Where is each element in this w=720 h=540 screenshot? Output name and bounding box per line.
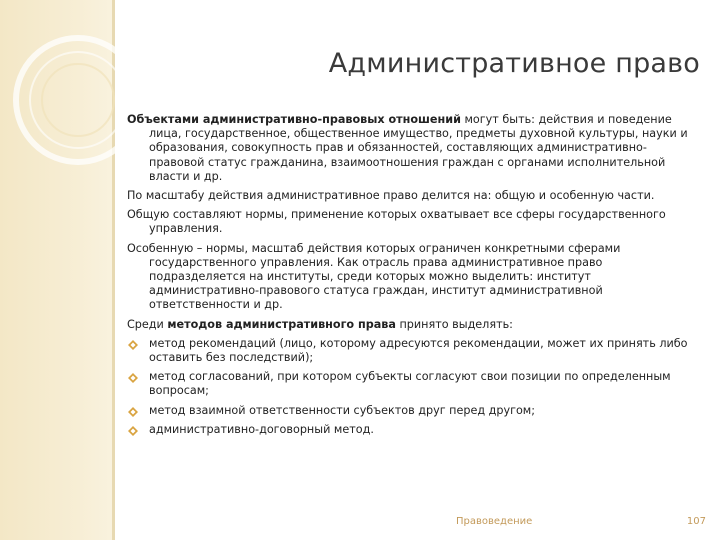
list-item-text: административно-договорный метод. xyxy=(149,422,374,436)
bullet-icon xyxy=(127,425,139,437)
paragraph-methods-intro xyxy=(127,318,702,332)
bullet-icon xyxy=(127,372,139,384)
methods-prefix: Среди xyxy=(127,317,168,331)
objects-term: Объектами административно-правовых отношений xyxy=(127,113,461,126)
list-item-text: метод согласований, при котором субъекты согласуют свои позиции по определенным вопросам; xyxy=(149,370,671,398)
objects-text: могут быть: действия и поведение лица, государственное, общественное имущество, предметы духовной культуры, науки и образования, совокупность прав и обязанностей, составляющих административно-правовой статус гражданина, взаимоотношения граждан с органами исполнительной власти и др. xyxy=(149,113,688,183)
methods-suffix: принято выделять: xyxy=(395,317,513,331)
list-item-text: метод взаимной ответственности субъектов друг перед другом; xyxy=(149,403,536,417)
methods-list xyxy=(127,337,702,437)
list-item xyxy=(127,404,702,418)
paragraph-special-part: Особенную – нормы, масштаб действия которых ограничен конкретными сферами государственного управления. Как отрасль права административное право подразделяется на институты, среди которых можно выделить: институт административно-правового статуса граждан, институт административной ответственности и др. xyxy=(127,241,621,312)
footer-label: Правоведение xyxy=(456,516,533,527)
slide-title: Административное право xyxy=(328,48,700,79)
paragraph-objects xyxy=(127,113,702,184)
slide-body xyxy=(127,113,702,442)
list-item xyxy=(127,337,702,365)
paragraph-general-part: Общую составляют нормы, применение которых охватывает все сферы государственного управления. xyxy=(127,208,666,236)
methods-term: методов административного права xyxy=(167,317,396,331)
page-number: 107 xyxy=(686,516,706,527)
list-item-text: метод рекомендаций (лицо, которому адресуются рекомендации, может их принять либо оставить без последствий); xyxy=(149,336,688,365)
list-item xyxy=(127,423,702,437)
bullet-icon xyxy=(127,339,139,351)
bullet-icon xyxy=(127,406,139,418)
paragraph-scale: По масштабу действия административное право делится на: общую и особенную части. xyxy=(127,189,655,203)
list-item xyxy=(127,370,702,398)
decorative-circles xyxy=(0,0,140,260)
